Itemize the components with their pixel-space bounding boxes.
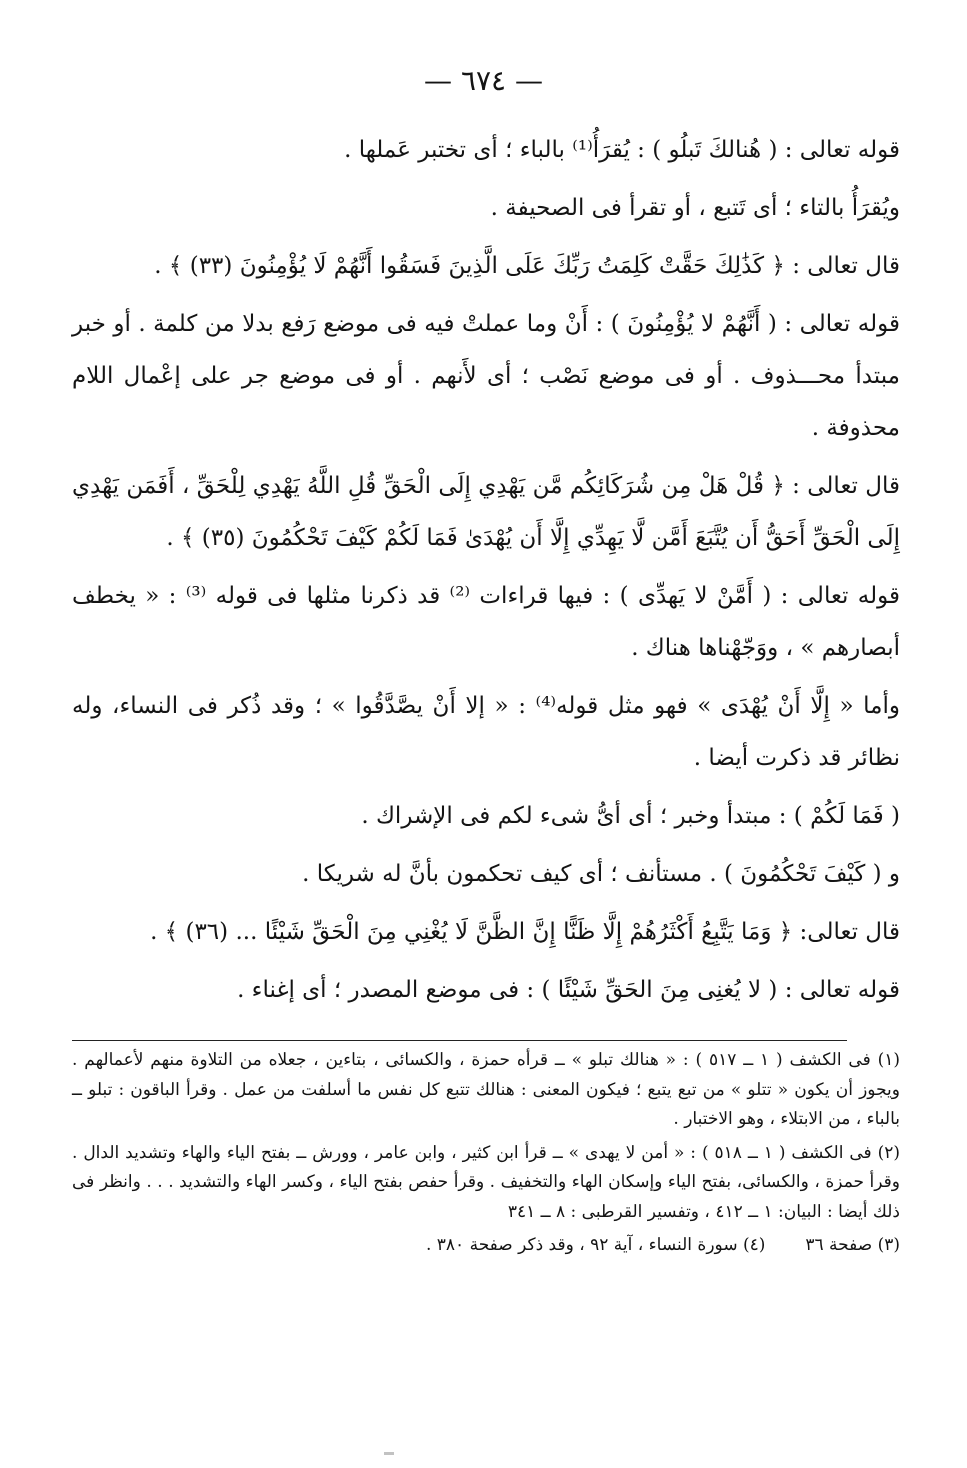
- paragraph-4: قوله تعالى : ( أَنَّهُمْ لا يُؤْمِنُونَ ) : أَنْ وما عملتْ فيه فى موضع رَفع بدلا من كلمة . أو خبر مبتدأ محـــذوف . أو فى موضع نَصْب ؛ أى لأَنهم . أو فى موضع جر على إعْمال اللام محذوفة .: [72, 311, 900, 441]
- paragraph-9: و ( كَيْفَ تَحْكُمُونَ ) . مستأنف ؛ أى كيف تحكمون بأنَّ له شريكا .: [302, 861, 900, 887]
- paragraph-3: قال تعالى : ﴿ كَذَٰلِكَ حَقَّتْ كَلِمَتُ رَبِّكَ عَلَى الَّذِينَ فَسَقُوا أَنَّهُمْ لَا يُؤْمِنُونَ (٣٣) ﴾ .: [154, 253, 900, 279]
- paragraph-5: قال تعالى : ﴿ قُلْ هَلْ مِن شُرَكَائِكُم مَّن يَهْدِي إِلَى الْحَقِّ قُلِ اللَّهُ يَهْدِي لِلْحَقِّ ، أَفَمَن يَهْدِي إِلَى الْحَقِّ أَحَقُّ أَن يُتَّبَعَ أَمَّن لَّا يَهِدِّي إِلَّا أَن يُهْدَىٰ فَمَا لَكُمْ كَيْفَ تَحْكُمُونَ (٣٥) ﴾ .: [72, 473, 900, 551]
- paragraph-7: وأما « إِلَّا أَنْ يُهْدَى » فهو مثل قوله⁽⁴⁾ : « إلا أَنْ يصَّدَّقُوا » ؛ وقد ذُكر فى النساء، وله نظائر قد ذكرت أيضا .: [72, 693, 900, 771]
- print-speck: [384, 1452, 394, 1455]
- paragraph-10: قال تعالى: ﴿ وَمَا يَتَّبِعُ أَكْثَرُهُمْ إِلَّا ظَنًّا إِنَّ الظَّنَّ لَا يُغْنِي مِنَ الْحَقِّ شَيْئًا ... (٣٦) ﴾ .: [150, 919, 900, 945]
- footnote-divider: [72, 1040, 847, 1041]
- footnote-2: (٢) فى الكشف ( ١ ــ ٥١٨ ) : « أمن لا يهدى » ــ قرأ ابن كثير ، وابن عامر ، وورش ــ بفتح الياء والهاء وتشديد الدال . وقرأ حمزة ، والكسائى، بفتح الياء وإسكان الهاء والتخفيف . وقرأ حفص بفتح الياء ، وكسر الهاء والتشديد . . . وانظر فى ذلك أيضا : البيان: ١ ــ ٤١٢ ، وتفسير القرطبى : ٨ ــ ٣٤١: [72, 1142, 901, 1222]
- footnote-1: (١) فى الكشف ( ١ ــ ٥١٧ ) : « هنالك تبلو » ــ قرأه حمزة ، والكسائى ، بتاءين ، جعلاه من التلاوة منهم لأعمالهم . ويجوز أن يكون « تتلو » من تبع يتبع ؛ فيكون المعنى : هنالك تتبع كل نفس ما أسلفت من عمل . وقرأ الباقون : تبلو ــ بالباء ، من الابتلاء ، وهو الاختبار .: [72, 1050, 900, 1129]
- footnote-3: (٣) صفحة ٣٦: [805, 1235, 900, 1255]
- paragraph-11: قوله تعالى : ( لا يُغنِى مِنَ الحَقِّ شَيْئًا ) : فى موضع المصدر ؛ أى إغناء .: [237, 977, 900, 1003]
- footnote-4: (٤) سورة النساء ، آية ٩٢ ، وقد ذكر صفحة ٣٨٠ .: [425, 1235, 766, 1255]
- page-number: — ٦٧٤ —: [424, 64, 543, 97]
- paragraph-8: ( فَمَا لَكُمْ ) : مبتدأ وخبر ؛ أى أىُّ شىء لكم فى الإشراك .: [361, 803, 900, 829]
- main-text: [72, 124, 900, 1022]
- paragraph-6: قوله تعالى : ( أَمَّنْ لا يَهدِّى ) : فيها قراءات ⁽²⁾ قد ذكرنا مثلها فى قوله ⁽³⁾ : « يخطف أبصارهم » ، ووَجّهْناها هناك .: [72, 583, 901, 661]
- footnote-row: [72, 1231, 900, 1261]
- paragraph-1: قوله تعالى : ( هُنالكَ تَبلُو ) : يُقرَأُ⁽¹⁾ بالباء ؛ أى تختبر عَملها .: [344, 137, 900, 163]
- footnotes: [72, 1046, 900, 1265]
- paragraph-2: ويُقرَأُ بالتاء ؛ أى تَتبع ، أو تقرأ فى الصحيفة .: [490, 195, 900, 221]
